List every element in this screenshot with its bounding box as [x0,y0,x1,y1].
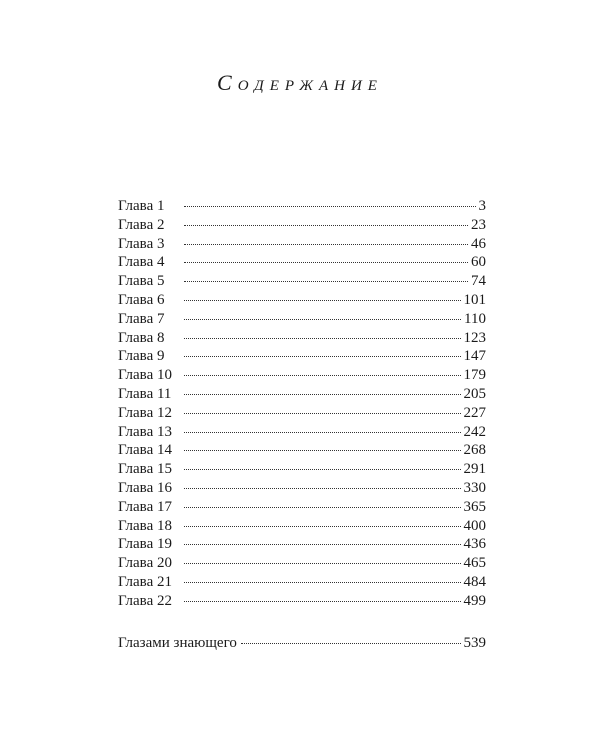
chapter-list [118,197,486,611]
toc-entry [118,272,486,291]
toc-leader-dots [184,595,461,602]
toc-entry-label: Глава 15 [118,461,172,478]
toc-entry [118,347,486,366]
page-title: Содержание [217,70,383,95]
toc-entry-page: 101 [463,291,486,308]
toc-entry [118,460,486,479]
toc-leader-dots [184,444,461,451]
toc-entry-label: Глава 5 [118,273,165,290]
toc-leader-dots [184,520,461,527]
toc-entry-page: 330 [463,479,486,496]
toc-entry-page: 3 [478,198,486,214]
toc-entry-label: Глава 22 [118,592,172,609]
toc-leader-dots [184,313,461,320]
toc-entry-label: Глава 19 [118,536,172,553]
toc-entry-label: Глава 18 [118,517,172,534]
toc-entry-page: 179 [463,367,486,384]
toc-entry [118,366,486,385]
toc-leader-dots [184,238,468,245]
toc-entry-page: 291 [463,461,486,478]
toc-entry-label: Глава 21 [118,573,172,590]
toc-entry-label: Глава 2 [118,216,165,233]
toc-leader-dots [184,482,461,489]
toc-entry-page: 465 [463,555,486,572]
toc-entry-page: 110 [464,310,486,327]
toc-entry [118,310,486,329]
toc-entry-label: Глава 10 [118,367,172,384]
toc-leader-dots [184,350,461,357]
toc-entry-label: Глазами знающего [118,634,237,651]
toc-entry [118,235,486,254]
toc-entry-page: 400 [463,517,486,534]
toc-entry-label: Глава 9 [118,348,165,365]
toc-leader-dots [184,576,461,583]
toc-entry [118,253,486,272]
toc-entry [118,423,486,442]
toc-leader-dots [184,426,461,433]
toc-leader-dots [184,275,468,282]
toc-entry [118,573,486,592]
toc-entry [118,385,486,404]
toc-entry-label: Глава 12 [118,404,172,421]
toc-entry-page: 23 [471,216,486,233]
toc-leader-dots [184,388,461,395]
toc-entry [118,404,486,423]
toc-leader-dots [184,501,461,508]
toc-entry [118,554,486,573]
table-of-contents [118,197,486,652]
toc-entry-page: 242 [463,423,486,440]
toc-entry-label: Глава 17 [118,498,172,515]
toc-entry-page: 123 [463,329,486,346]
toc-entry-label: Глава 4 [118,254,165,271]
toc-entry-page: 268 [463,442,486,459]
toc-leader-dots [184,200,476,207]
toc-entry [118,291,486,310]
toc-entry-page: 205 [463,385,486,402]
toc-leader-dots [184,557,461,564]
toc-entry-label: Глава 3 [118,235,165,252]
toc-entry-page: 499 [463,592,486,609]
toc-entry-label: Глава 20 [118,555,172,572]
toc-leader-dots [184,294,461,301]
toc-leader-dots [184,219,468,226]
toc-entry-label: Глава 14 [118,442,172,459]
toc-leader-dots [184,256,468,263]
toc-entry-page: 46 [471,235,486,252]
toc-entry-label: Глава 7 [118,310,165,327]
toc-entry-epilogue [118,634,486,653]
toc-entry-label: Глава 6 [118,291,165,308]
toc-entry-page: 147 [463,348,486,365]
toc-entry-label: Глава 11 [118,385,172,402]
toc-entry-page: 227 [463,404,486,421]
toc-leader-dots [184,332,461,339]
toc-entry-page: 539 [463,634,486,651]
toc-leader-dots [184,369,461,376]
toc-entry-page: 74 [471,273,486,290]
toc-entry [118,498,486,517]
toc-entry-page: 484 [463,573,486,590]
toc-entry-label: Глава 16 [118,479,172,496]
toc-gap [118,611,486,634]
toc-entry-label: Глава 8 [118,329,165,346]
toc-entry-page: 60 [471,254,486,271]
toc-leader-dots [184,407,461,414]
toc-entry [118,479,486,498]
toc-entry [118,517,486,536]
toc-leader-dots [241,637,461,644]
toc-entry [118,216,486,235]
toc-entry-label: Глава 1 [118,198,165,214]
toc-entry-page: 365 [463,498,486,515]
toc-entry [118,535,486,554]
toc-entry [118,197,486,216]
toc-entry [118,592,486,611]
toc-entry-page: 436 [463,536,486,553]
toc-leader-dots [184,538,461,545]
toc-entry-label: Глава 13 [118,423,172,440]
toc-entry [118,329,486,348]
toc-leader-dots [184,463,461,470]
toc-entry [118,441,486,460]
